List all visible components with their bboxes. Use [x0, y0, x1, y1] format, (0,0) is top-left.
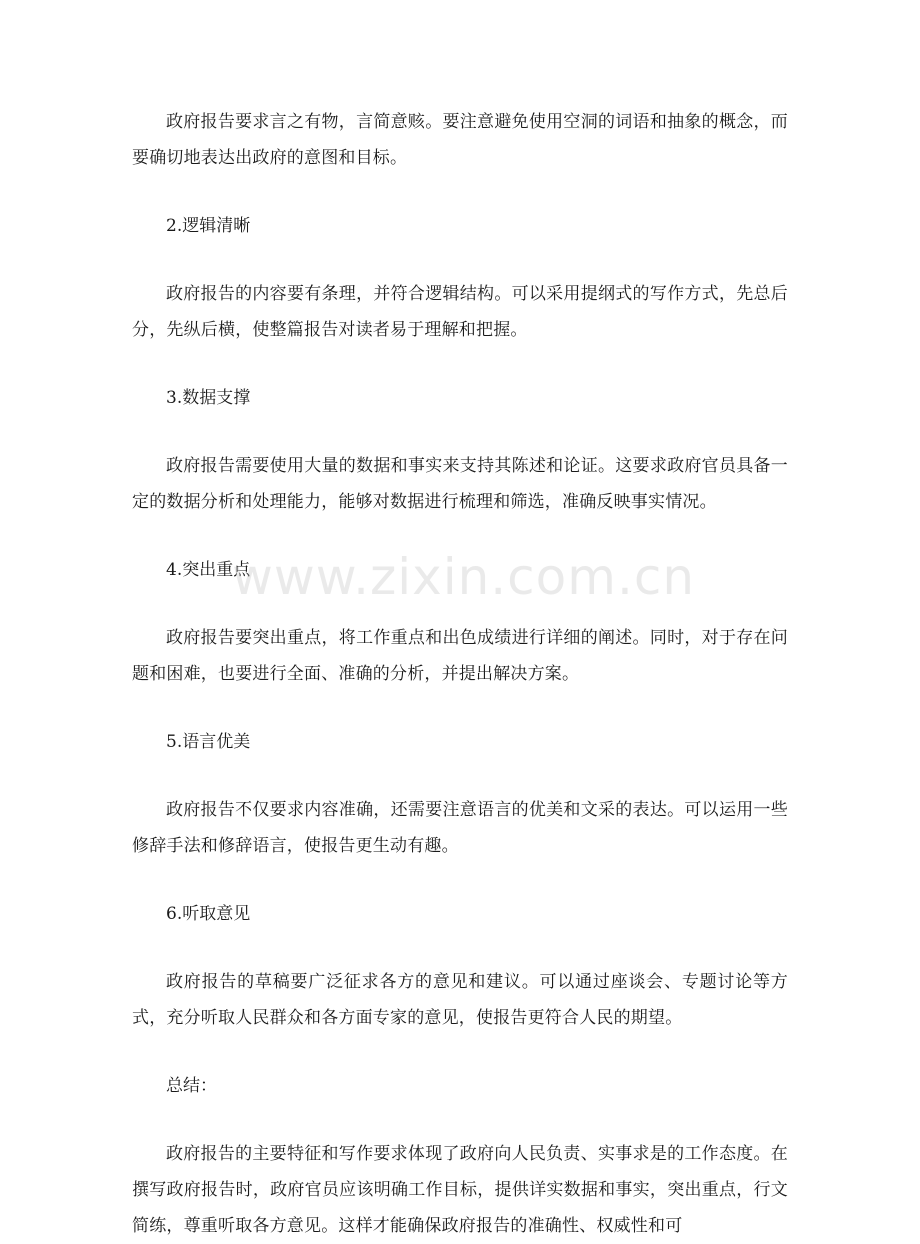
heading-key-points: 4.突出重点 — [166, 560, 251, 580]
spacer — [132, 692, 788, 724]
spacer — [132, 520, 788, 552]
heading-feedback: 6.听取意见 — [166, 904, 251, 924]
heading-data-support: 3.数据支撑 — [166, 388, 251, 408]
spacer — [132, 932, 788, 964]
paragraph-language: 政府报告不仅要求内容准确，还需要注意语言的优美和文采的表达。可以运用一些修辞手法和修辞语言，使报告更生动有趣。 — [132, 800, 788, 856]
spacer — [132, 176, 788, 208]
paragraph-logic: 政府报告的内容要有条理，并符合逻辑结构。可以采用提纲式的写作方式，先总后分，先纵后横，使整篇报告对读者易于理解和把握。 — [132, 284, 788, 340]
spacer — [132, 588, 788, 620]
paragraph-feedback: 政府报告的草稿要广泛征求各方的意见和建议。可以通过座谈会、专题讨论等方式，充分听取人民群众和各方面专家的意见，使报告更符合人民的期望。 — [132, 972, 788, 1028]
heading-language: 5.语言优美 — [166, 732, 251, 752]
paragraph-data-support: 政府报告需要使用大量的数据和事实来支持其陈述和论证。这要求政府官员具备一定的数据分析和处理能力，能够对数据进行梳理和筛选，准确反映事实情况。 — [132, 456, 788, 512]
spacer — [132, 1104, 788, 1136]
watermark-text: www.zixin.com.cn — [232, 548, 696, 606]
paragraph-key-points: 政府报告要突出重点，将工作重点和出色成绩进行详细的阐述。同时，对于存在问题和困难，也要进行全面、准确的分析，并提出解决方案。 — [132, 628, 788, 684]
spacer — [132, 1036, 788, 1068]
spacer — [132, 244, 788, 276]
document-body — [132, 104, 788, 1244]
spacer — [132, 416, 788, 448]
paragraph-summary: 政府报告的主要特征和写作要求体现了政府向人民负责、实事求是的工作态度。在撰写政府报告时，政府官员应该明确工作目标，提供详实数据和事实，突出重点，行文简练，尊重听取各方意见。这样才能确保政府报告的准确性、权威性和可 — [132, 1144, 788, 1236]
spacer — [132, 760, 788, 792]
paragraph-conciseness: 政府报告要求言之有物，言简意赅。要注意避免使用空洞的词语和抽象的概念，而要确切地表达出政府的意图和目标。 — [132, 112, 788, 168]
spacer — [132, 348, 788, 380]
heading-logic: 2.逻辑清晰 — [166, 216, 251, 236]
spacer — [132, 864, 788, 896]
heading-summary: 总结： — [166, 1076, 217, 1096]
